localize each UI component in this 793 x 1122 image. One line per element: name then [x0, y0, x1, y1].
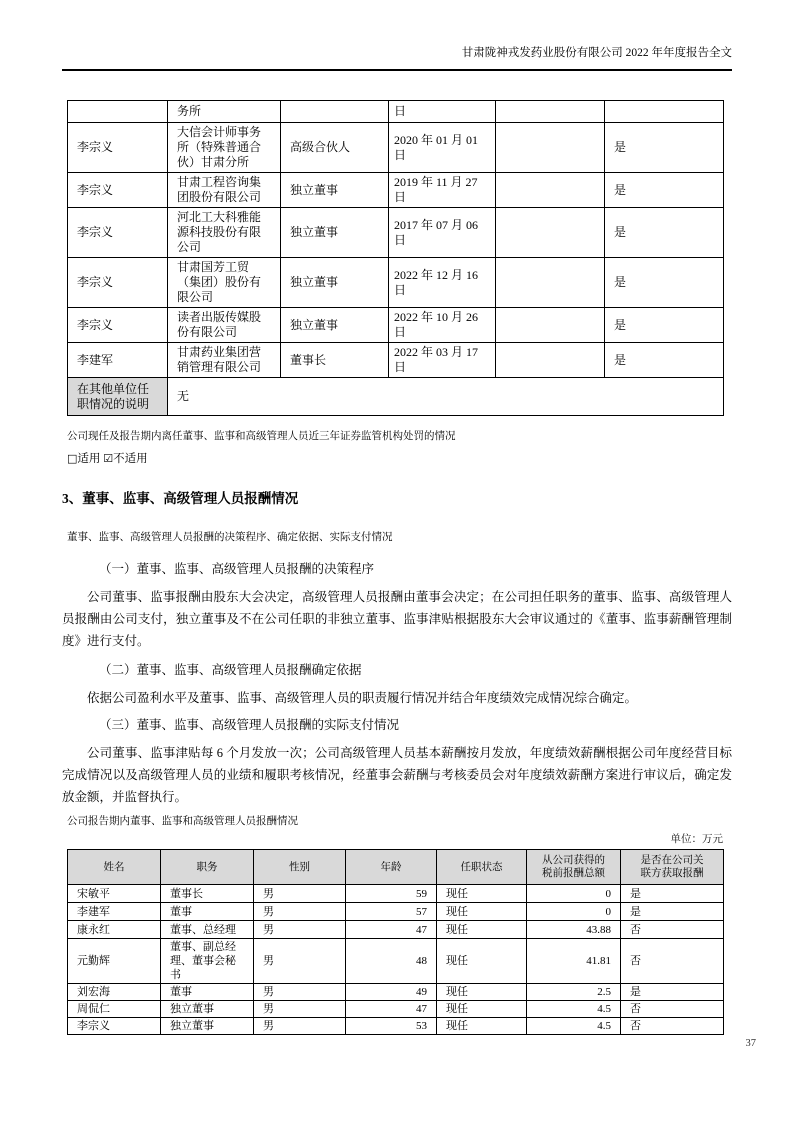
- section-heading: 3、董事、监事、高级管理人员报酬情况: [62, 491, 299, 506]
- cell-flag: 是: [605, 308, 724, 343]
- subsection-3-paragraph: 公司董事、监事津贴每 6 个月发放一次；公司高级管理人员基本薪酬按月发放，年度绩效薪酬根据公司年度经营目标完成情况以及高级管理人员的业绩和履职考核情况，经董事会薪酬与考核委员会对年度绩效薪酬方案进行审议后，确定发放金额，并监督执行。: [62, 746, 732, 804]
- cell-note-label: 在其他单位任职情况的说明: [68, 378, 168, 416]
- cell-name: 李建军: [68, 903, 161, 921]
- cell-company: 甘肃工程咨询集团股份有限公司: [168, 173, 281, 208]
- table-row: [68, 984, 724, 1001]
- cell-date: 2022 年 12 月 16 日: [389, 258, 496, 308]
- cell-status: 现任: [437, 984, 527, 1001]
- cell-pay: 0: [527, 885, 621, 903]
- cell-blank: [496, 101, 605, 123]
- cell-related: 否: [621, 939, 724, 984]
- cell-age: 49: [346, 984, 437, 1001]
- cell-name: 刘宏海: [68, 984, 161, 1001]
- cell-date: 2020 年 01 月 01 日: [389, 123, 496, 173]
- cell-name: 元勤辉: [68, 939, 161, 984]
- table-row: [68, 173, 724, 208]
- cell-date: 2022 年 10 月 26 日: [389, 308, 496, 343]
- cell-gender: 男: [254, 1001, 346, 1018]
- cell-flag: 是: [605, 208, 724, 258]
- header-age: 年龄: [346, 850, 437, 885]
- cell-date: 2017 年 07 月 06 日: [389, 208, 496, 258]
- subsection-3-title: （三）董事、监事、高级管理人员报酬的实际支付情况: [99, 718, 400, 732]
- cell-title: 董事: [161, 903, 254, 921]
- cell-related: 是: [621, 984, 724, 1001]
- unit-label: 单位：万元: [670, 834, 723, 845]
- cell-title: 董事长: [161, 885, 254, 903]
- cell-related: 否: [621, 1001, 724, 1018]
- cell-status: 现任: [437, 921, 527, 939]
- header-related: [621, 850, 724, 885]
- header-gender: 性别: [254, 850, 346, 885]
- cell-age: 47: [346, 1001, 437, 1018]
- table-row: [68, 921, 724, 939]
- table-row: [68, 101, 724, 123]
- section-intro: 董事、监事、高级管理人员报酬的决策程序、确定依据、实际支付情况: [67, 532, 393, 543]
- cell-company: 大信会计师事务所（特殊普通合伙）甘肃分所: [168, 123, 281, 173]
- cell-position: 独立董事: [281, 258, 389, 308]
- cell-name: 宋敏平: [68, 885, 161, 903]
- cell-blank: [496, 208, 605, 258]
- table-header-row: [68, 850, 724, 885]
- cell-name: 李宗义: [68, 1018, 161, 1035]
- cell-title: 董事、副总经理、董事会秘书: [161, 939, 254, 984]
- cell-pay: 4.5: [527, 1001, 621, 1018]
- cell-name: 李宗义: [68, 208, 168, 258]
- table-row: [68, 1001, 724, 1018]
- cell-status: 现任: [437, 1018, 527, 1035]
- cell-blank: [496, 123, 605, 173]
- cell-name: 李宗义: [68, 258, 168, 308]
- cell-age: 59: [346, 885, 437, 903]
- cell-status: 现任: [437, 903, 527, 921]
- header-related-line1: 是否在公司关: [640, 855, 704, 866]
- table-row: [68, 885, 724, 903]
- cell-flag: 是: [605, 343, 724, 378]
- header-pay-line2: 税前报酬总额: [542, 868, 605, 879]
- cell-company: 务所: [168, 101, 281, 123]
- applicable-label: 适用: [77, 453, 101, 465]
- cell-gender: 男: [254, 903, 346, 921]
- cell-gender: 男: [254, 1018, 346, 1035]
- cell-flag: 是: [605, 123, 724, 173]
- checkbox-unchecked-icon: □: [67, 452, 78, 465]
- table-row-note: [68, 378, 724, 416]
- cell-flag: 是: [605, 258, 724, 308]
- table-row: [68, 903, 724, 921]
- cell-name: 李宗义: [68, 173, 168, 208]
- table-row: [68, 343, 724, 378]
- cell-age: 48: [346, 939, 437, 984]
- cell-name: [68, 101, 168, 123]
- subsection-1-title: （一）董事、监事、高级管理人员报酬的决策程序: [99, 562, 375, 576]
- table-row: [68, 939, 724, 984]
- subsection-2-title: （二）董事、监事、高级管理人员报酬确定依据: [99, 663, 362, 677]
- cell-blank: [496, 173, 605, 208]
- header-name: 姓名: [68, 850, 161, 885]
- cell-related: 否: [621, 1018, 724, 1035]
- cell-name: 李建军: [68, 343, 168, 378]
- cell-age: 53: [346, 1018, 437, 1035]
- applicability-line: [67, 451, 732, 467]
- cell-age: 57: [346, 903, 437, 921]
- cell-title: 独立董事: [161, 1018, 254, 1035]
- table-row: [68, 123, 724, 173]
- subsection-1-paragraph: 公司董事、监事报酬由股东大会决定，高级管理人员报酬由董事会决定；在公司担任职务的董事、监事、高级管理人员报酬由公司支付，独立董事及不在公司任职的非独立董事、监事津贴根据股东大会审议通过的《董事、监事薪酬管理制度》进行支付。: [62, 590, 732, 648]
- cell-gender: 男: [254, 939, 346, 984]
- report-title: 甘肃陇神戎发药业股份有限公司 2022 年年度报告全文: [461, 47, 732, 59]
- cell-blank: [496, 308, 605, 343]
- cell-age: 47: [346, 921, 437, 939]
- cell-blank: [496, 343, 605, 378]
- checkbox-checked-icon: ☑: [103, 452, 114, 465]
- cell-company: 读者出版传媒股份有限公司: [168, 308, 281, 343]
- cell-position: 高级合伙人: [281, 123, 389, 173]
- subsection-2-paragraph: 依据公司盈利水平及董事、监事、高级管理人员的职责履行情况并结合年度绩效完成情况综合确定。: [87, 691, 638, 705]
- cell-status: 现任: [437, 1001, 527, 1018]
- header-status: 任职状态: [437, 850, 527, 885]
- cell-company: 甘肃国芳工贸（集团）股份有限公司: [168, 258, 281, 308]
- cell-position: 独立董事: [281, 173, 389, 208]
- cell-name: 康永红: [68, 921, 161, 939]
- remuneration-table-caption: 公司报告期内董事、监事和高级管理人员报酬情况: [67, 816, 298, 827]
- cell-related: 是: [621, 903, 724, 921]
- cell-position: [281, 101, 389, 123]
- cell-name: 李宗义: [68, 123, 168, 173]
- other-positions-table: [67, 100, 724, 416]
- remuneration-table: [67, 849, 724, 1035]
- cell-date: 2022 年 03 月 17 日: [389, 343, 496, 378]
- table-row: [68, 258, 724, 308]
- cell-date: 日: [389, 101, 496, 123]
- header-related-line2: 联方获取报酬: [640, 868, 704, 879]
- cell-flag: 是: [605, 173, 724, 208]
- table-row: [68, 208, 724, 258]
- penalty-statement: 公司现任及报告期内离任董事、监事和高级管理人员近三年证券监管机构处罚的情况: [67, 431, 456, 442]
- cell-pay: 41.81: [527, 939, 621, 984]
- cell-name: 周侃仁: [68, 1001, 161, 1018]
- cell-gender: 男: [254, 885, 346, 903]
- cell-blank: [496, 258, 605, 308]
- table-row: [68, 308, 724, 343]
- cell-gender: 男: [254, 984, 346, 1001]
- header-title: 职务: [161, 850, 254, 885]
- table-row: [68, 1018, 724, 1035]
- cell-company: 甘肃药业集团营销管理有限公司: [168, 343, 281, 378]
- cell-related: 是: [621, 885, 724, 903]
- cell-related: 否: [621, 921, 724, 939]
- not-applicable-label: 不适用: [113, 453, 148, 465]
- cell-name: 李宗义: [68, 308, 168, 343]
- cell-position: 董事长: [281, 343, 389, 378]
- header-pay: [527, 850, 621, 885]
- cell-pay: 43.88: [527, 921, 621, 939]
- cell-gender: 男: [254, 921, 346, 939]
- cell-note-value: 无: [168, 378, 724, 416]
- cell-pay: 0: [527, 903, 621, 921]
- cell-title: 董事、总经理: [161, 921, 254, 939]
- cell-status: 现任: [437, 939, 527, 984]
- cell-position: 独立董事: [281, 308, 389, 343]
- running-head: [62, 46, 732, 71]
- cell-title: 独立董事: [161, 1001, 254, 1018]
- header-pay-line1: 从公司获得的: [542, 855, 605, 866]
- page-number: 37: [745, 1038, 756, 1049]
- cell-status: 现任: [437, 885, 527, 903]
- cell-date: 2019 年 11 月 27 日: [389, 173, 496, 208]
- cell-pay: 4.5: [527, 1018, 621, 1035]
- cell-pay: 2.5: [527, 984, 621, 1001]
- cell-title: 董事: [161, 984, 254, 1001]
- cell-flag: [605, 101, 724, 123]
- cell-company: 河北工大科雅能源科技股份有限公司: [168, 208, 281, 258]
- cell-position: 独立董事: [281, 208, 389, 258]
